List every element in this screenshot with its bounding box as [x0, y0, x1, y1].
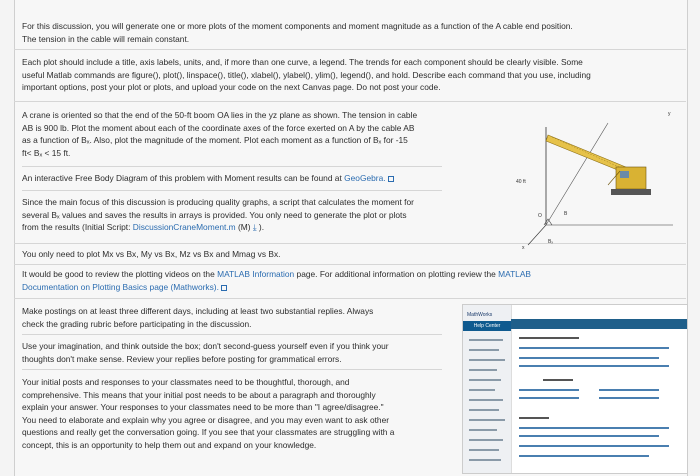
help-center-label: Help Center	[463, 321, 511, 331]
imagination-line: thoughts don't make sense. Review your replies before posting for grammatical errors.	[22, 353, 342, 364]
sidebar-line	[469, 379, 501, 381]
problem-paragraph	[22, 109, 417, 159]
content-link-line	[519, 445, 669, 447]
problem-line: A crane is oriented so that the end of the 50-ft boom OA lies in the yz plane as shown. The tension in cable	[22, 110, 418, 120]
content-link-line	[519, 435, 659, 437]
dimension-label-bx: Bₓ	[548, 239, 553, 245]
sidebar-line	[469, 419, 505, 421]
content-link-line	[519, 347, 669, 349]
responses-line: explain your answer. Your responses to your classmates need to be more than "I agree/disagree."	[22, 402, 384, 413]
content-heading	[543, 379, 573, 381]
divider	[14, 298, 686, 299]
script-tail: ).	[256, 222, 265, 233]
postings-line: check the grading rubric before participating in the discussion.	[22, 318, 252, 329]
only-need-paragraph	[22, 248, 280, 261]
requirements-paragraph	[22, 56, 591, 94]
sidebar-line	[469, 339, 503, 341]
content-link-line	[519, 427, 669, 429]
download-icon[interactable]: ⤓	[252, 222, 257, 233]
sidebar-line	[469, 449, 499, 451]
imagination-paragraph	[22, 340, 389, 365]
external-link-icon	[388, 176, 394, 182]
responses-line: You need to elaborate and explain why you agree or disagree, and you may even want to ask other	[22, 414, 390, 425]
content-link-line	[519, 455, 649, 457]
intro-paragraph	[22, 20, 573, 45]
content-link-line	[599, 397, 659, 399]
geogebra-link[interactable]: GeoGebra.	[344, 173, 386, 183]
sidebar-line	[469, 459, 501, 461]
content-link-line	[599, 389, 659, 391]
script-paragraph	[22, 196, 414, 234]
postings-paragraph	[22, 305, 373, 330]
axis-label-y: y	[668, 111, 671, 117]
divider	[14, 49, 686, 50]
requirements-line: important options, post your plot or plots, and upload your code on the next Canvas page. Do not post your code.	[22, 82, 441, 93]
matlab-information-link[interactable]: MATLAB Information	[217, 269, 295, 279]
script-line: Since the main focus of this discussion is producing quality graphs, a script that calculates the moment for	[22, 197, 414, 207]
crane-tracks	[611, 189, 651, 195]
responses-line: questions and really get the conversation going. If you see that your classmates are struggling with a	[22, 427, 395, 438]
requirements-line: Each plot should include a title, axis labels, units, and, if more than one curve, a legend. The trends for each component should be clearly visible. Some	[22, 57, 583, 67]
review-text: It would be good to review the plotting videos on the	[22, 269, 218, 279]
divider	[22, 334, 442, 335]
content-link-line	[519, 389, 579, 391]
fbd-paragraph	[22, 172, 394, 185]
matlab-docs-link[interactable]: MATLAB	[498, 269, 532, 279]
problem-line: as a function of Bₓ. Also, plot the magnitude of the moment. Plot each moment as a function of Bₓ for -15	[22, 135, 408, 146]
divider	[22, 166, 442, 167]
sidebar-line	[469, 349, 499, 351]
divider	[14, 101, 686, 102]
file-type: (M)	[235, 222, 251, 233]
point-label-o: O	[538, 213, 542, 219]
point-label-b: B	[564, 211, 568, 217]
intro-line: The tension in the cable will remain constant.	[22, 33, 190, 44]
content-link-line	[519, 397, 579, 399]
plotting-basics-link[interactable]: Documentation on Plotting Basics page (Mathworks).	[22, 281, 219, 292]
content-heading	[519, 417, 549, 419]
requirements-line: useful Matlab commands are figure(), plot(), linspace(), title(), xlabel(), ylabel(), ylim(), legend(), and hold. Describe each command that you use, including	[22, 69, 591, 80]
sidebar-line	[469, 369, 497, 371]
responses-line: comprehensive. This means that your initial post needs to be about a paragraph and thoroughly	[22, 389, 376, 400]
problem-line: ft< Bₓ < 15 ft.	[22, 147, 71, 158]
sidebar-line	[469, 439, 503, 441]
imagination-line: Use your imagination, and think outside the box; don't second-guess yourself even if you think your	[22, 341, 389, 351]
script-line: from the results (Initial Script:	[22, 222, 133, 233]
dimension-label-40ft: 40 ft	[516, 179, 526, 185]
only-need-text: You only need to plot Mx vs Bx, My vs Bx, Mz vs Bx and Mmag vs Bx.	[22, 249, 281, 259]
intro-line: For this discussion, you will generate one or more plots of the moment components and moment magnitude as a function of the A cable end position.	[22, 21, 573, 31]
x-axis	[528, 225, 546, 245]
content-link-line	[519, 357, 659, 359]
script-line: several Bₓ values and saves the results in arrays is provided. You only need to generate the plot or plots	[22, 209, 407, 220]
review-paragraph	[22, 268, 531, 293]
initial-script-link[interactable]: DiscussionCraneMoment.m	[132, 222, 236, 233]
content-heading	[519, 337, 579, 339]
postings-line: Make postings on at least three different days, including at least two substantial replies. Always	[22, 306, 374, 316]
fbd-text: An interactive Free Body Diagram of this problem with Moment results can be found at	[22, 173, 345, 183]
sidebar-line	[469, 359, 505, 361]
sidebar-line	[469, 389, 495, 391]
responses-line: Your initial posts and responses to your classmates need to be thoughtful, thorough, and	[22, 377, 350, 387]
sidebar-line	[469, 399, 503, 401]
responses-paragraph	[22, 376, 394, 452]
divider	[22, 190, 442, 191]
divider	[22, 369, 442, 370]
problem-line: AB is 900 lb. Plot the moment about each of the coordinate axes of the force exerted on A by the cable AB	[22, 122, 415, 133]
content-link-line	[519, 365, 669, 367]
cab-window	[620, 171, 629, 178]
responses-line: concept, this is an opportunity to help them out and expand on your knowledge.	[22, 439, 317, 450]
crane-figure	[508, 105, 678, 253]
review-text: page. For additional information on plotting review the	[294, 269, 499, 279]
axis-label-x: x	[522, 245, 525, 251]
help-center-header-bar	[511, 319, 687, 329]
sidebar-line	[469, 409, 499, 411]
divider	[14, 264, 686, 265]
external-link-icon	[221, 285, 227, 291]
sidebar-line	[469, 429, 497, 431]
help-center-screenshot	[462, 304, 688, 474]
mathworks-logo: MathWorks	[467, 312, 493, 318]
